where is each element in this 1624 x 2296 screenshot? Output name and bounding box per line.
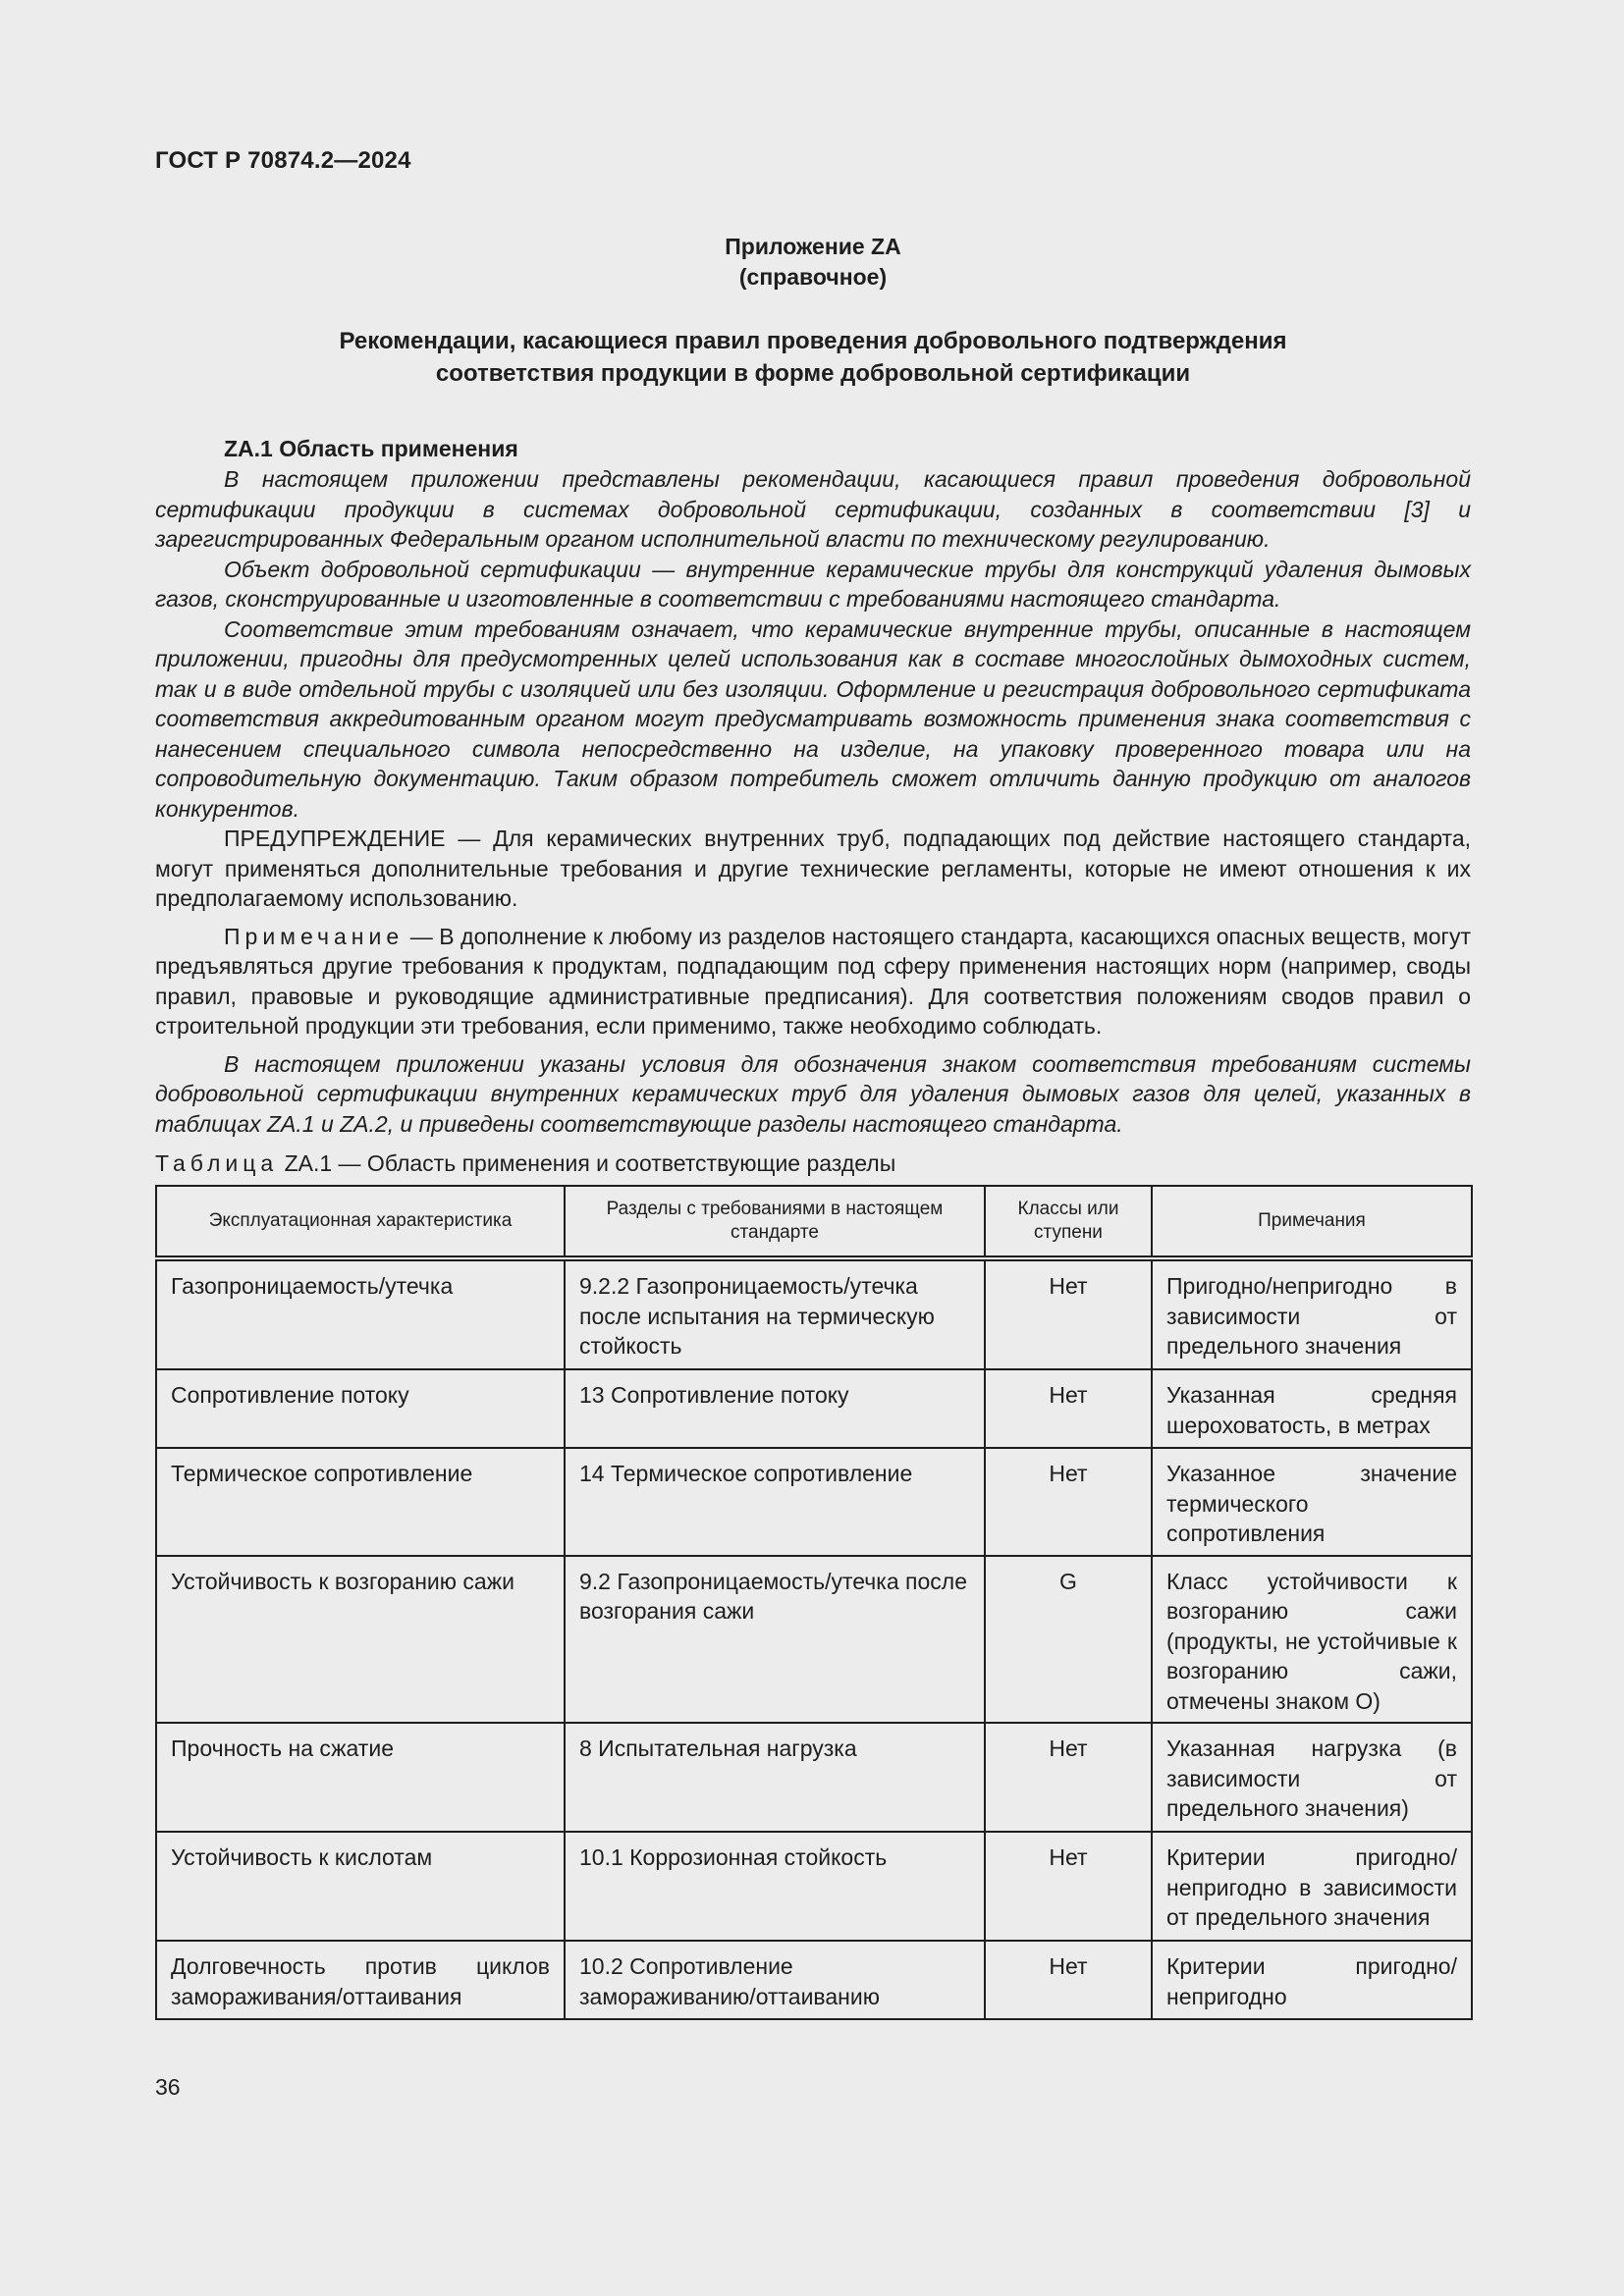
table-cell: 14 Термическое сопротивление — [565, 1448, 985, 1556]
table-cell: Нет — [985, 1832, 1152, 1941]
paragraph-conditions: В настоящем приложении указаны условия для обозначения знаком соответствия требованиям системы добровольной сертификации внутренних керамических труб для удаления дымовых газов для целей, указанных в таблицах ZA.1 и ZA.2, и приведены соответствующие разделы настоящего стандарта. — [155, 1050, 1471, 1137]
table-cell: 9.2 Газопроницаемость/утечка после возгорания сажи — [565, 1556, 985, 1724]
annex-heading-line1: Рекомендации, касающиеся правил проведения добровольного подтверждения — [339, 328, 1287, 354]
table-cell: Термическое сопротивление — [156, 1448, 565, 1556]
table-cell: Нет — [985, 1369, 1152, 1448]
table-cell: Газопроницаемость/утечка — [156, 1258, 565, 1369]
paragraph-object: Объект добровольной сертификации — внутренние керамические трубы для конструкций удаления дымовых газов, сконструированные и изготовленные в соответствии с требованиями настоящего стандарта. — [155, 556, 1471, 612]
note-label: Примечание — [224, 923, 405, 949]
table-cell: Устойчивость к возгоранию сажи — [156, 1556, 565, 1724]
paragraph-note — [155, 922, 1471, 1041]
table-cell: Критерии пригодно/непригодно — [1152, 1941, 1472, 2019]
table-header-cell: Эксплуатационная характеристика — [156, 1186, 565, 1258]
annex-title: Приложение ZA — [725, 234, 901, 259]
table-cell: Пригодно/непригодно в зависимости от предельного значения — [1152, 1258, 1472, 1369]
table-caption-text: ZA.1 — Область применения и соответствующие разделы — [278, 1150, 896, 1176]
table-cell: Нет — [985, 1723, 1152, 1832]
table-cell: Сопротивление потоку — [156, 1369, 565, 1448]
table-row — [156, 1941, 1472, 2019]
table-header-row — [156, 1186, 1472, 1258]
scope-table — [155, 1185, 1473, 2020]
table-row — [156, 1448, 1472, 1556]
table-row — [156, 1723, 1472, 1832]
table-caption-label: Таблица — [155, 1150, 279, 1176]
note-text: — В дополнение к любому из разделов настоящего стандарта, касающихся опасных веществ, могут предъявляться другие требования к продуктам, подпадающим под сферу применения настоящих норм (например, своды правил, правовые и руководящие административные предписания). Для соответствия положениям сводов правил о строительной продукции эти требования, если применимо, также необходимо соблюдать. — [155, 923, 1471, 1039]
table-cell: Прочность на сжатие — [156, 1723, 565, 1832]
table-row — [156, 1258, 1472, 1369]
table-cell: 10.1 Коррозионная стойкость — [565, 1832, 985, 1941]
table-row — [156, 1556, 1472, 1724]
table-cell: Нет — [985, 1258, 1152, 1369]
table-cell: 8 Испытательная нагрузка — [565, 1723, 985, 1832]
paragraph-warning: ПРЕДУПРЕЖДЕНИЕ — Для керамических внутренних труб, подпадающих под действие настоящего стандарта, могут применяться дополнительные требования и другие технические регламенты, которые не имеют отношения к их предполагаемому использованию. — [155, 826, 1471, 911]
paragraph-intro: В настоящем приложении представлены рекомендации, касающиеся правил проведения добровольной сертификации продукции в системах добровольной сертификации, созданных в соответствии [3] и зарегистрированных Федеральным органом исполнительной власти по техническому регулированию. — [155, 466, 1471, 552]
table-cell: Указанная средняя шероховатость, в метрах — [1152, 1369, 1472, 1448]
table-cell: Указанная нагрузка (в зависимости от предельного значения) — [1152, 1723, 1472, 1832]
table-cell: 10.2 Сопротивление замораживанию/оттаиванию — [565, 1941, 985, 2019]
table-cell: Критерии пригодно/непригодно в зависимости от предельного значения — [1152, 1832, 1472, 1941]
table-cell: Долговечность против циклов замораживания/оттаивания — [156, 1941, 565, 2019]
section-heading: ZA.1 Область применения — [224, 436, 518, 461]
annex-subtitle: (справочное) — [738, 264, 888, 290]
table-cell: 9.2.2 Газопроницаемость/утечка после испытания на термическую стойкость — [565, 1258, 985, 1369]
document-page — [155, 147, 1471, 2020]
annex-heading-line2: соответствия продукции в форме добровольной сертификации — [435, 360, 1191, 387]
table-header-cell: Классы или ступени — [985, 1186, 1152, 1258]
table-cell: Класс устойчивости к возгоранию сажи (продукты, не устойчивые к возгоранию сажи, отмечены знаком O) — [1152, 1556, 1472, 1724]
table-cell: Нет — [985, 1448, 1152, 1556]
paragraph-conformity: Соответствие этим требованиям означает, что керамические внутренние трубы, описанные в настоящем приложении, пригодны для предусмотренных целей использования как в составе многослойных дымоходных систем, так и в виде отдельной трубы с изоляцией или без изоляции. Оформление и регистрация добровольного сертификата соответствия аккредитованным органом могут предусматривать возможность применения знака соответствия с нанесением специального символа непосредственно на изделие, на упаковку проверенного товара или на сопроводительную документацию. Таким образом потребитель сможет отличить данную продукцию от аналогов конкурентов. — [155, 615, 1471, 822]
document-code: ГОСТ Р 70874.2—2024 — [155, 147, 411, 174]
table-row — [156, 1832, 1472, 1941]
table-row — [156, 1369, 1472, 1448]
table-cell: Нет — [985, 1941, 1152, 2019]
table-cell: Устойчивость к кислотам — [156, 1832, 565, 1941]
annex-heading — [155, 325, 1471, 390]
table-cell: Указанное значение термического сопротивления — [1152, 1448, 1472, 1556]
table-cell: 13 Сопротивление потоку — [565, 1369, 985, 1448]
table-header-cell: Разделы с требованиями в настоящем стандарте — [565, 1186, 985, 1258]
table-caption — [155, 1148, 1471, 1178]
table-header-cell: Примечания — [1152, 1186, 1472, 1258]
page-number: 36 — [155, 2074, 181, 2100]
table-cell: G — [985, 1556, 1152, 1724]
